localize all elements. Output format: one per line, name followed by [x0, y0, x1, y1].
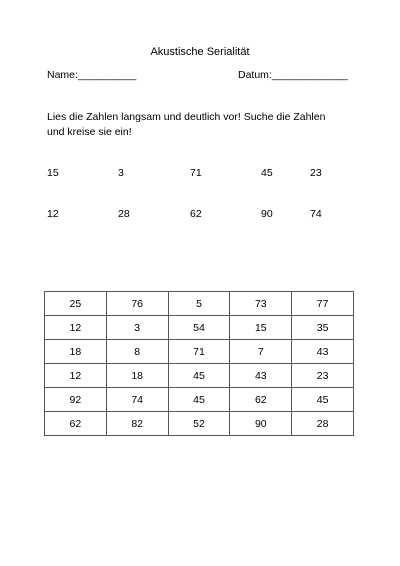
grid-cell[interactable]: 12 — [45, 316, 107, 340]
grid-cell[interactable]: 62 — [230, 388, 292, 412]
number-item: 45 — [261, 167, 273, 179]
grid-cell[interactable]: 25 — [45, 292, 107, 316]
grid-cell[interactable]: 82 — [106, 412, 168, 436]
number-item: 90 — [261, 208, 273, 220]
instruction-line-1: Lies die Zahlen langsam und deutlich vor! Suche die Zahlen — [47, 111, 326, 123]
table-row — [45, 316, 354, 340]
grid-cell[interactable]: 90 — [230, 412, 292, 436]
table-row — [45, 388, 354, 412]
grid-cell[interactable]: 52 — [168, 412, 230, 436]
grid-cell[interactable]: 77 — [292, 292, 354, 316]
number-row-1 — [0, 167, 400, 181]
grid-cell[interactable]: 71 — [168, 340, 230, 364]
number-item: 71 — [190, 167, 202, 179]
grid-cell[interactable]: 18 — [106, 364, 168, 388]
grid-cell[interactable]: 35 — [292, 316, 354, 340]
grid-cell[interactable]: 62 — [45, 412, 107, 436]
grid-cell[interactable]: 92 — [45, 388, 107, 412]
grid-cell[interactable]: 28 — [292, 412, 354, 436]
grid-cell[interactable]: 43 — [230, 364, 292, 388]
table-row — [45, 292, 354, 316]
number-item: 28 — [118, 208, 130, 220]
number-row-2 — [0, 208, 400, 222]
grid-cell[interactable]: 45 — [168, 388, 230, 412]
grid-cell[interactable]: 18 — [45, 340, 107, 364]
table-row — [45, 364, 354, 388]
grid-cell[interactable]: 3 — [106, 316, 168, 340]
grid-cell[interactable]: 45 — [168, 364, 230, 388]
instruction-line-2: und kreise sie ein! — [47, 126, 132, 138]
grid-cell[interactable]: 7 — [230, 340, 292, 364]
date-field-label: Datum:_____________ — [238, 69, 348, 81]
grid-cell[interactable]: 45 — [292, 388, 354, 412]
number-item: 62 — [190, 208, 202, 220]
table-row — [45, 412, 354, 436]
grid-cell[interactable]: 54 — [168, 316, 230, 340]
instruction-text — [47, 110, 357, 140]
grid-cell[interactable]: 76 — [106, 292, 168, 316]
number-item: 74 — [310, 208, 322, 220]
search-number-grid — [44, 291, 354, 436]
grid-cell[interactable]: 74 — [106, 388, 168, 412]
grid-cell[interactable]: 43 — [292, 340, 354, 364]
number-item: 15 — [47, 167, 59, 179]
grid-cell[interactable]: 15 — [230, 316, 292, 340]
number-item: 23 — [310, 167, 322, 179]
grid-cell[interactable]: 5 — [168, 292, 230, 316]
grid-cell[interactable]: 8 — [106, 340, 168, 364]
name-field-label: Name:__________ — [47, 69, 137, 81]
grid-cell[interactable]: 12 — [45, 364, 107, 388]
number-item: 12 — [47, 208, 59, 220]
table-row — [45, 340, 354, 364]
grid-cell[interactable]: 73 — [230, 292, 292, 316]
number-item: 3 — [118, 167, 124, 179]
grid-cell[interactable]: 23 — [292, 364, 354, 388]
page-title: Akustische Serialität — [150, 46, 250, 58]
